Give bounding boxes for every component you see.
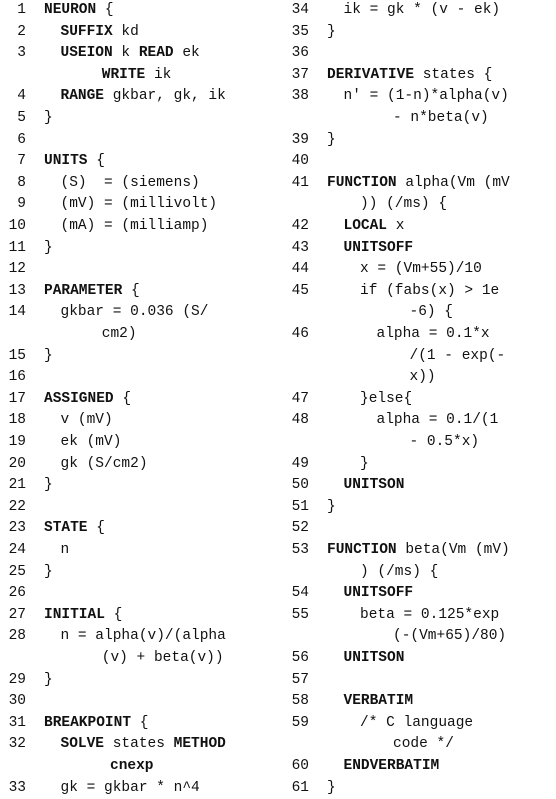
line-number: 17 [8,390,26,407]
code-line [0,475,278,497]
code-text: n [60,542,70,558]
code-text: states { [414,66,493,83]
code-text: } [327,23,336,40]
code-text: (S) = (siemens) [60,174,200,191]
code-line [0,259,278,281]
code-content [61,410,113,432]
code-line [0,626,278,648]
code-line-continuation [0,756,278,778]
line-number: 45 [291,282,309,299]
code-content [327,65,492,87]
code-line [283,713,556,735]
code-line [0,194,278,216]
code-text: gkbar, gk, ik [104,88,226,105]
code-text: { [122,282,140,299]
code-keyword: LOCAL [343,218,388,234]
code-line [283,778,556,799]
code-line [0,713,278,735]
line-number: 33 [8,779,26,796]
code-content [61,432,122,454]
code-line [0,454,278,476]
code-keyword: WRITE [101,66,146,83]
code-line [0,216,278,238]
code-text: } [327,779,336,796]
code-content [61,626,226,648]
code-text: { [96,2,114,18]
line-number: 22 [8,498,26,515]
line-number: 18 [8,412,26,429]
code-line [283,670,556,692]
code-line [0,367,278,389]
code-line [283,691,556,713]
code-keyword: VERBATIM [343,693,414,710]
code-line [283,151,556,173]
code-content [327,22,336,44]
code-line [0,346,278,368]
code-content [327,778,336,799]
code-content [44,238,53,260]
code-line [283,173,556,195]
line-number: 4 [17,88,26,105]
line-number: 32 [8,736,26,753]
code-text: (mV) = (millivolt) [60,196,218,213]
code-text: n = alpha(v)/(alpha [60,628,226,645]
code-content [393,626,506,648]
code-line [283,216,556,238]
code-keyword: SUFFIX [60,23,113,40]
line-number: 53 [291,542,309,558]
code-text: ek [173,45,200,62]
code-text: beta = 0.125*exp [360,606,500,623]
line-number: 24 [8,542,26,558]
code-content [102,324,137,346]
line-number: 3 [17,45,26,62]
code-content [44,151,105,173]
code-keyword: INITIAL [44,606,105,623]
code-line [0,238,278,260]
code-line [0,670,278,692]
code-content [344,691,414,713]
code-content [360,259,482,281]
code-keyword: RANGE [60,88,105,105]
line-number: 16 [8,369,26,386]
code-keyword: NEURON [44,2,97,18]
code-keyword: STATE [44,520,88,537]
code-line [0,734,278,756]
code-content [44,518,105,540]
line-number: 14 [8,304,26,321]
line-number: 1 [17,2,26,18]
code-line-continuation [0,324,278,346]
code-text: ik [145,66,172,83]
code-content [61,43,200,65]
code-content [360,281,499,303]
code-line [0,22,278,44]
code-line [0,173,278,195]
code-content [344,583,414,605]
code-line [283,540,556,562]
code-line [0,389,278,411]
line-number: 35 [291,23,309,40]
code-content [393,734,454,756]
code-line [0,130,278,152]
code-content [61,173,200,195]
line-number: 55 [291,606,309,623]
code-content [410,346,506,368]
code-keyword: UNITSOFF [343,585,414,602]
line-number: 61 [291,779,309,796]
code-content [44,389,131,411]
code-line [0,432,278,454]
code-line [0,281,278,303]
code-content [344,238,414,260]
code-content [360,605,499,627]
line-number: 42 [291,218,309,234]
code-line-continuation [0,65,278,87]
code-line [283,389,556,411]
code-line-continuation [283,626,556,648]
code-keyword: FUNCTION [327,542,397,558]
code-content [61,454,148,476]
code-text: gk = gkbar * n^4 [60,779,200,796]
code-line [0,108,278,130]
line-number: 56 [291,650,309,666]
code-line [283,86,556,108]
code-text: { [87,153,105,170]
code-line [283,22,556,44]
code-keyword: UNITSON [343,650,405,666]
line-number: 21 [8,477,26,494]
line-number: 47 [291,390,309,407]
line-number: 19 [8,434,26,450]
line-number: 38 [291,88,309,105]
code-line [0,43,278,65]
code-content [44,605,122,627]
code-line [283,0,556,22]
code-line-continuation [283,346,556,368]
code-content [61,86,226,108]
code-line [0,0,278,22]
code-text: } [44,477,53,494]
code-line [0,151,278,173]
code-content [61,194,218,216]
code-text: alpha(Vm (mV [396,174,510,191]
code-text: code */ [393,736,454,753]
code-keyword: SOLVE [60,736,105,753]
code-content [410,302,454,324]
code-text: /* C language [360,714,474,731]
code-keyword: UNITS [44,153,88,170]
code-content [360,389,412,411]
line-number: 57 [291,671,309,688]
line-number: 15 [8,347,26,364]
code-content [360,454,369,476]
line-number: 46 [291,326,309,342]
line-number: 49 [291,455,309,472]
line-number: 52 [291,520,309,537]
code-text: cm2) [101,326,137,342]
code-text: v (mV) [60,412,113,429]
line-number: 6 [17,131,26,148]
code-line-continuation [283,302,556,324]
code-keyword: cnexp [110,758,154,774]
code-text: beta(Vm (mV) [396,542,510,558]
code-content [44,108,53,130]
code-text: }else{ [360,390,413,407]
code-line [0,691,278,713]
code-content [344,216,405,238]
code-content [344,86,509,108]
code-text: x)) [409,369,436,386]
code-line [283,410,556,432]
code-line [283,130,556,152]
code-text: kd [112,23,139,40]
line-number: 34 [291,2,309,18]
line-number: 50 [291,477,309,494]
code-content [344,475,405,497]
code-line [283,65,556,87]
code-content [44,670,53,692]
code-line [0,605,278,627]
code-text: { [113,390,132,407]
line-number: 51 [291,498,309,515]
code-line [0,410,278,432]
line-number: 9 [17,196,26,213]
code-line-continuation [283,367,556,389]
code-text: ) (/ms) { [360,563,439,580]
line-number: 23 [8,520,26,537]
code-text: } [44,110,53,126]
code-line [283,454,556,476]
code-line [283,324,556,346]
code-line-continuation [283,194,556,216]
line-number: 13 [8,282,26,299]
code-content [44,281,140,303]
code-text: (v) + beta(v)) [101,650,224,666]
code-text: - 0.5*x) [409,434,480,450]
code-keyword: FUNCTION [327,174,397,191]
line-number: 60 [291,758,309,774]
code-content [327,130,336,152]
code-content [377,410,499,432]
line-number: 54 [291,585,309,602]
code-text: states [104,736,174,753]
code-content [110,756,154,778]
code-line [0,778,278,799]
code-content [102,648,224,670]
code-text: { [104,606,123,623]
code-text: } [44,563,53,580]
code-line-continuation [283,432,556,454]
code-line [0,86,278,108]
line-number: 27 [8,606,26,623]
line-number: 8 [17,174,26,191]
code-keyword: PARAMETER [44,282,123,299]
code-content [360,713,473,735]
code-line [0,302,278,324]
code-content [360,562,438,584]
code-line [283,518,556,540]
line-number: 44 [291,261,309,278]
line-number: 40 [291,153,309,170]
line-number: 20 [8,455,26,472]
line-number: 10 [8,218,26,234]
line-number: 2 [17,23,26,40]
code-line [283,756,556,778]
code-content [327,540,510,562]
code-text: -6) { [409,304,454,321]
line-number: 7 [17,153,26,170]
code-line-continuation [283,734,556,756]
code-keyword: BREAKPOINT [44,714,132,731]
code-text: } [327,131,336,148]
code-content [44,475,53,497]
code-content [344,648,405,670]
code-text: x = (Vm+55)/10 [360,261,482,278]
code-text: (-(Vm+65)/80) [393,628,507,645]
code-content [327,497,336,519]
code-content [61,22,139,44]
code-content [410,432,480,454]
code-content [360,194,447,216]
code-line-continuation [283,562,556,584]
code-content [327,173,510,195]
code-content [377,324,490,346]
code-keyword: UNITSON [343,477,405,494]
code-keyword: ASSIGNED [44,390,114,407]
code-content [344,0,501,22]
code-text: alpha = 0.1*x [376,326,490,342]
line-number: 36 [291,45,309,62]
code-content [61,734,226,756]
code-text: ek (mV) [60,434,122,450]
code-keyword: USEION [60,45,113,62]
line-number: 41 [291,174,309,191]
code-text: { [87,520,105,537]
code-keyword: METHOD [173,736,226,753]
code-line-continuation [0,648,278,670]
line-number: 26 [8,585,26,602]
code-content [61,216,209,238]
code-text: gk (S/cm2) [60,455,148,472]
code-content [344,756,440,778]
code-keyword: READ [138,45,174,62]
code-text: } [360,455,369,472]
code-text: /(1 - exp(- [409,347,506,364]
code-line [0,540,278,562]
code-line [283,43,556,65]
code-text: } [44,239,53,256]
code-text: gkbar = 0.036 (S/ [60,304,209,321]
line-number: 48 [291,412,309,429]
code-text: } [327,498,336,515]
line-number: 12 [8,261,26,278]
code-content [61,540,70,562]
code-text: - n*beta(v) [393,110,489,126]
code-content [44,713,148,735]
code-line [0,562,278,584]
line-number: 59 [291,714,309,731]
code-text: if (fabs(x) > 1e [360,282,500,299]
code-text: )) (/ms) { [360,196,448,213]
code-line [283,605,556,627]
code-line [283,475,556,497]
code-text: ik = gk * (v - ek) [343,2,501,18]
code-line [283,238,556,260]
code-line [283,648,556,670]
code-text: x [387,218,405,234]
line-number: 37 [291,66,309,83]
code-content [44,0,114,22]
line-number: 5 [17,110,26,126]
line-number: 39 [291,131,309,148]
code-text: alpha = 0.1/(1 [376,412,499,429]
code-content [44,346,53,368]
code-keyword: DERIVATIVE [327,66,415,83]
code-content [61,778,200,799]
code-content [44,562,53,584]
code-line [0,497,278,519]
code-content [393,108,489,130]
line-number: 43 [291,239,309,256]
code-content [61,302,209,324]
code-text: k [112,45,139,62]
line-number: 25 [8,563,26,580]
line-number: 58 [291,693,309,710]
line-number: 29 [8,671,26,688]
code-content [102,65,172,87]
code-line-continuation [283,108,556,130]
code-line [0,518,278,540]
code-text: (mA) = (milliamp) [60,218,209,234]
code-text: { [131,714,149,731]
line-number: 28 [8,628,26,645]
line-number: 30 [8,693,26,710]
code-text: } [44,347,53,364]
code-content [410,367,436,389]
code-line [283,583,556,605]
line-number: 31 [8,714,26,731]
code-text: } [44,671,53,688]
code-keyword: UNITSOFF [343,239,414,256]
code-text: n' = (1-n)*alpha(v) [343,88,509,105]
line-number: 11 [8,239,26,256]
code-line [0,583,278,605]
code-line [283,259,556,281]
code-line [283,497,556,519]
code-keyword: ENDVERBATIM [343,758,440,774]
code-line [283,281,556,303]
